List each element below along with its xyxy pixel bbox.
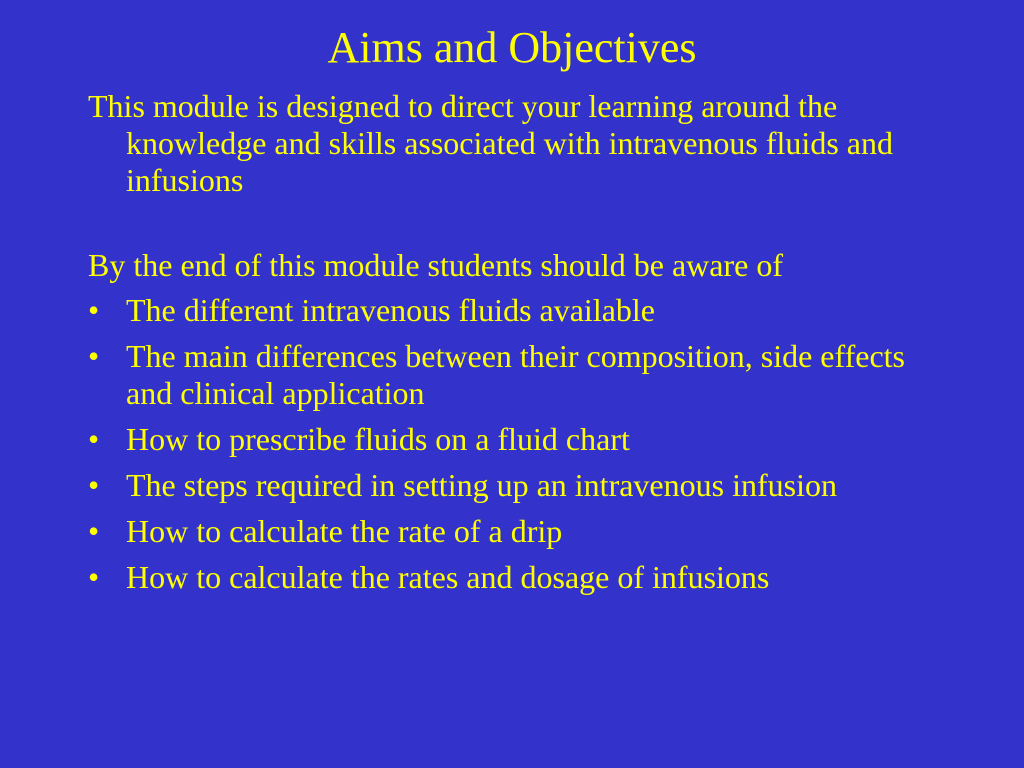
- list-item: [88, 513, 948, 550]
- list-item-text: The main differences between their composition, side effects and clinical application: [126, 338, 905, 411]
- list-item: [88, 338, 948, 412]
- list-item: [88, 467, 948, 504]
- list-item: [88, 559, 948, 596]
- bullet-icon: •: [88, 467, 100, 503]
- slide-title: Aims and Objectives: [327, 23, 697, 72]
- list-item-text: The different intravenous fluids available: [126, 292, 655, 328]
- list-item-text: The steps required in setting up an intravenous infusion: [126, 467, 837, 503]
- bullet-icon: •: [88, 513, 100, 549]
- bullet-icon: •: [88, 338, 100, 374]
- list-item-text: How to calculate the rates and dosage of infusions: [126, 559, 770, 595]
- list-item: [88, 292, 948, 329]
- list-item: [88, 421, 948, 458]
- bullet-icon: •: [88, 421, 100, 457]
- list-item-text: How to calculate the rate of a drip: [126, 513, 563, 549]
- bullet-icon: •: [88, 292, 100, 328]
- list-item-text: How to prescribe fluids on a fluid chart: [126, 421, 630, 457]
- objectives-list: [88, 292, 948, 596]
- objectives-lead-paragraph: By the end of this module students should be aware of: [88, 247, 783, 283]
- slide-body: [88, 88, 948, 605]
- intro-paragraph: This module is designed to direct your learning around the knowledge and skills associated with intravenous fluids and infusions: [88, 88, 893, 198]
- bullet-icon: •: [88, 559, 100, 595]
